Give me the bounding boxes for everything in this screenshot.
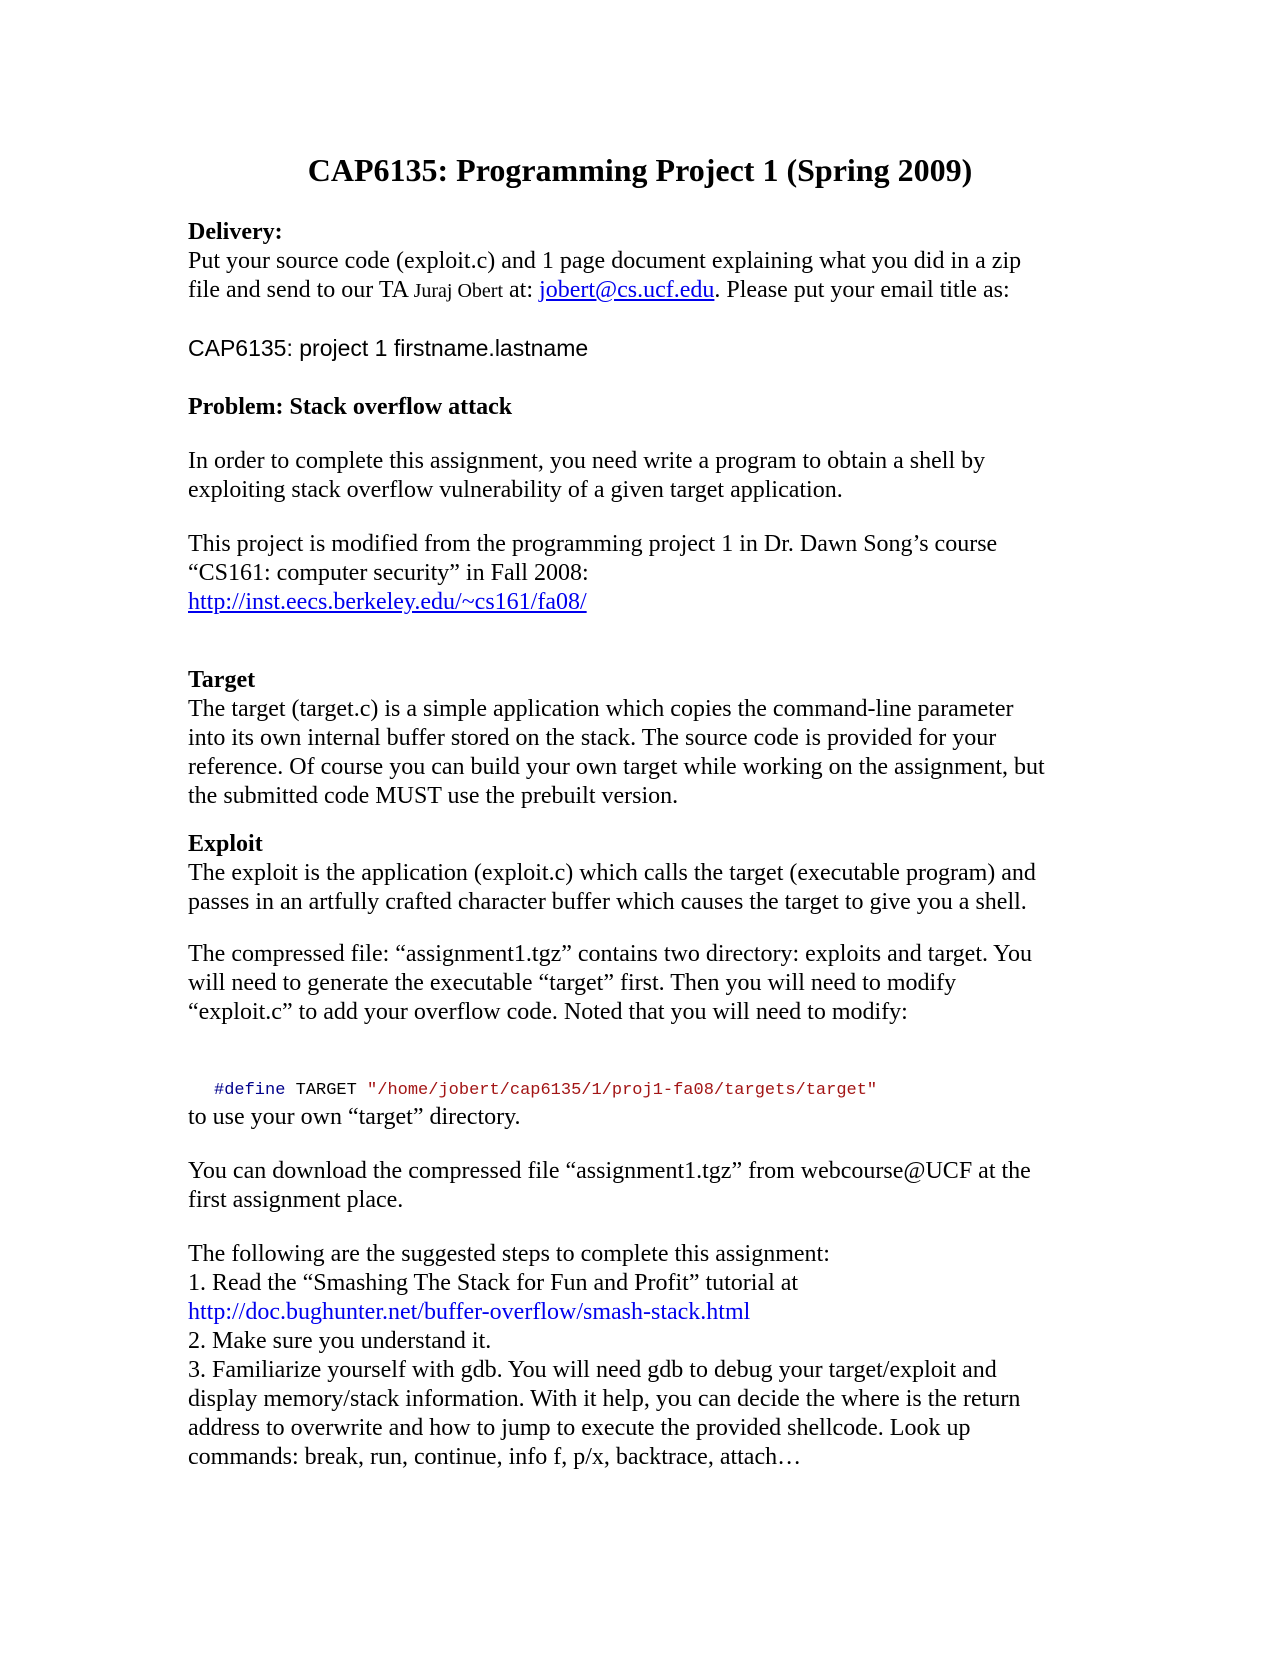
delivery-text-mid: at:	[503, 277, 540, 303]
exploit-p2-line3: “exploit.c” to add your overflow code. Noted that you will need to modify:	[188, 999, 908, 1025]
delivery-text-pre: file and send to our TA	[188, 277, 414, 303]
steps-intro: The following are the suggested steps to complete this assignment:	[188, 1241, 830, 1267]
smash-stack-link[interactable]: http://doc.bughunter.net/buffer-overflow/smash-stack.html	[188, 1299, 751, 1325]
steps-section	[188, 1240, 1108, 1472]
ta-name: Juraj Obert	[413, 280, 504, 302]
problem-heading: Problem: Stack overflow attack	[188, 394, 513, 420]
step-3-line1: 3. Familiarize yourself with gdb. You will need gdb to debug your target/exploit and	[188, 1357, 997, 1383]
define-target-code	[214, 1080, 877, 1102]
exploit-paragraph-2	[188, 940, 1108, 1027]
ta-email-link[interactable]: jobert@cs.ucf.edu	[539, 277, 715, 303]
exploit-p2-line2: will need to generate the executable “target” first. Then you will need to modify	[188, 970, 957, 996]
code-identifier: TARGET	[285, 1081, 368, 1100]
target-section	[188, 666, 1108, 811]
problem-paragraph-2	[188, 530, 1108, 617]
code-string: "/home/jobert/cap6135/1/proj1-fa08/targets/target"	[367, 1081, 878, 1100]
code-keyword: #define	[214, 1081, 286, 1100]
berkeley-course-link[interactable]: http://inst.eecs.berkeley.edu/~cs161/fa08/	[188, 589, 587, 615]
delivery-heading: Delivery:	[188, 219, 283, 245]
delivery-text-line2	[188, 276, 1108, 306]
target-line4: the submitted code MUST use the prebuilt version.	[188, 783, 679, 809]
delivery-text-post: . Please put your email title as:	[714, 277, 1010, 303]
exploit-line1: The exploit is the application (exploit.c) which calls the target (executable program) and	[188, 860, 1036, 886]
target-line2: into its own internal buffer stored on the stack. The source code is provided for your	[188, 725, 997, 751]
exploit-p2-line1: The compressed file: “assignment1.tgz” contains two directory: exploits and target. You	[188, 941, 1033, 967]
exploit-paragraph-3	[188, 1157, 1108, 1215]
exploit-p3-line2: first assignment place.	[188, 1187, 404, 1213]
exploit-section	[188, 830, 1108, 917]
target-line1: The target (target.c) is a simple application which copies the command-line parameter	[188, 696, 1014, 722]
problem-p1-line1: In order to complete this assignment, you need write a program to obtain a shell by	[188, 448, 986, 474]
step-3-line4: commands: break, run, continue, info f, p/x, backtrace, attach…	[188, 1444, 802, 1470]
delivery-text-line1: Put your source code (exploit.c) and 1 page document explaining what you did in a zip	[188, 248, 1022, 274]
exploit-p3-line1: You can download the compressed file “assignment1.tgz” from webcourse@UCF at the	[188, 1158, 1031, 1184]
step-3-line2: display memory/stack information. With it help, you can decide the where is the return	[188, 1386, 1021, 1412]
email-title-format: CAP6135: project 1 firstname.lastname	[188, 335, 589, 361]
step-3-line3: address to overwrite and how to jump to execute the provided shellcode. Look up	[188, 1415, 971, 1441]
delivery-section	[188, 218, 1108, 306]
problem-paragraph-1	[188, 447, 1108, 505]
exploit-heading: Exploit	[188, 831, 263, 857]
problem-p2-line1: This project is modified from the programming project 1 in Dr. Dawn Song’s course	[188, 531, 998, 557]
target-line3: reference. Of course you can build your own target while working on the assignment, but	[188, 754, 1045, 780]
exploit-line2: passes in an artfully crafted character buffer which causes the target to give you a shell.	[188, 889, 1027, 915]
step-2: 2. Make sure you understand it.	[188, 1328, 492, 1354]
page-title: CAP6135: Programming Project 1 (Spring 2009)	[307, 152, 973, 188]
target-heading: Target	[188, 667, 256, 693]
problem-p2-line2: “CS161: computer security” in Fall 2008:	[188, 560, 589, 586]
problem-p1-line2: exploiting stack overflow vulnerability of a given target application.	[188, 477, 843, 503]
step-1: 1. Read the “Smashing The Stack for Fun and Profit” tutorial at	[188, 1270, 799, 1296]
exploit-p2-line4: to use your own “target” directory.	[188, 1104, 521, 1130]
